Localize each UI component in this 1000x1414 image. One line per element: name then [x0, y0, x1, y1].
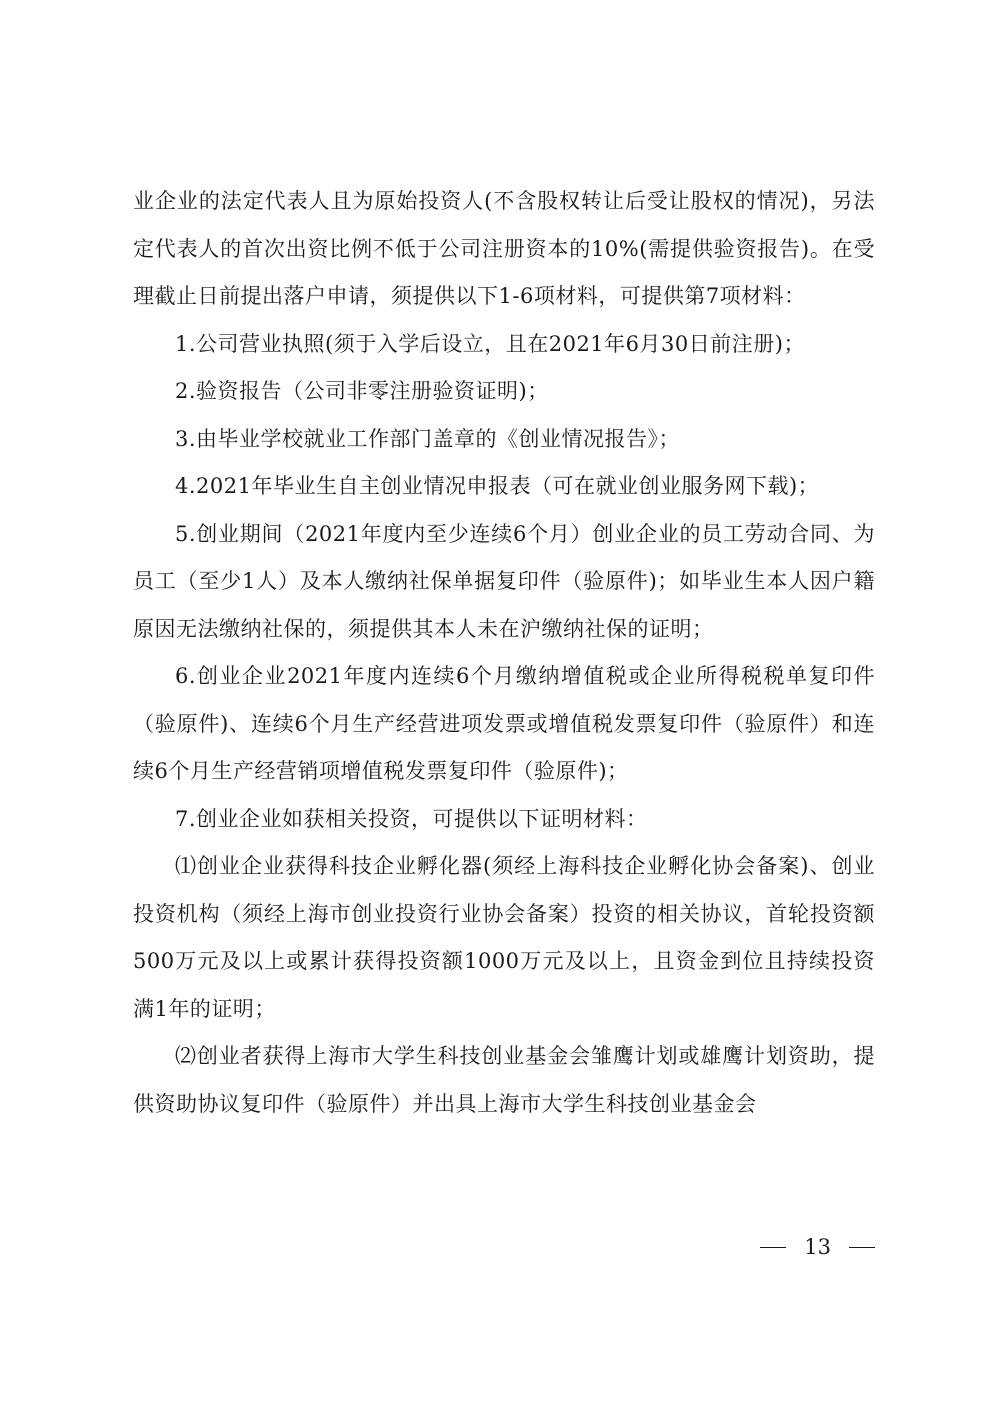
body-text [133, 178, 875, 1128]
page-number: 13 [804, 1235, 831, 1259]
sub-item-1: ⑴创业企业获得科技企业孵化器(须经上海科技企业孵化协会备案)、创业投资机构（须经上海市创业投资行业协会备案）投资的相关协议，首轮投资额500万元及以上或累计获得投资额1000万元及以上，且资金到位且持续投资满1年的证明； [133, 854, 875, 1021]
footer-dash-left [760, 1247, 786, 1248]
footer-dash-right [849, 1247, 875, 1248]
page-footer [760, 1232, 875, 1262]
list-item-6: 6.创业企业2021年度内连续6个月缴纳增值税或企业所得税税单复印件（验原件)、连续6个月生产经营进项发票或增值税发票复印件（验原件）和连续6个月生产经营销项增值税发票复印件（验原件)； [133, 664, 875, 783]
list-item-5: 5.创业期间（2021年度内至少连续6个月）创业企业的员工劳动合同、为员工（至少1人）及本人缴纳社保单据复印件（验原件)；如毕业生本人因户籍原因无法缴纳社保的，须提供其本人未在沪缴纳社保的证明； [133, 521, 875, 641]
list-item-4: 4.2021年毕业生自主创业情况申报表（可在就业创业服务网下载)； [175, 474, 820, 498]
list-item-3: 3.由毕业学校就业工作部门盖章的《创业情况报告》； [175, 426, 681, 451]
sub-item-2: ⑵创业者获得上海市大学生科技创业基金会雏鹰计划或雄鹰计划资助，提供资助协议复印件（验原件）并出具上海市大学生科技创业基金会 [133, 1044, 875, 1116]
list-item-2: 2.验资报告（公司非零注册验资证明)； [175, 379, 549, 403]
paragraph-continuation: 业企业的法定代表人且为原始投资人(不含股权转让后受让股权的情况)，另法定代表人的首次出资比例不低于公司注册资本的10%(需提供验资报告)。在受理截止日前提出落户申请，须提供以下1-6项材料，可提供第7项材料： [133, 189, 875, 308]
list-item-1: 1.公司营业执照(须于入学后设立，且在2021年6月30日前注册)； [175, 331, 805, 356]
list-item-7: 7.创业企业如获相关投资，可提供以下证明材料： [175, 806, 648, 831]
